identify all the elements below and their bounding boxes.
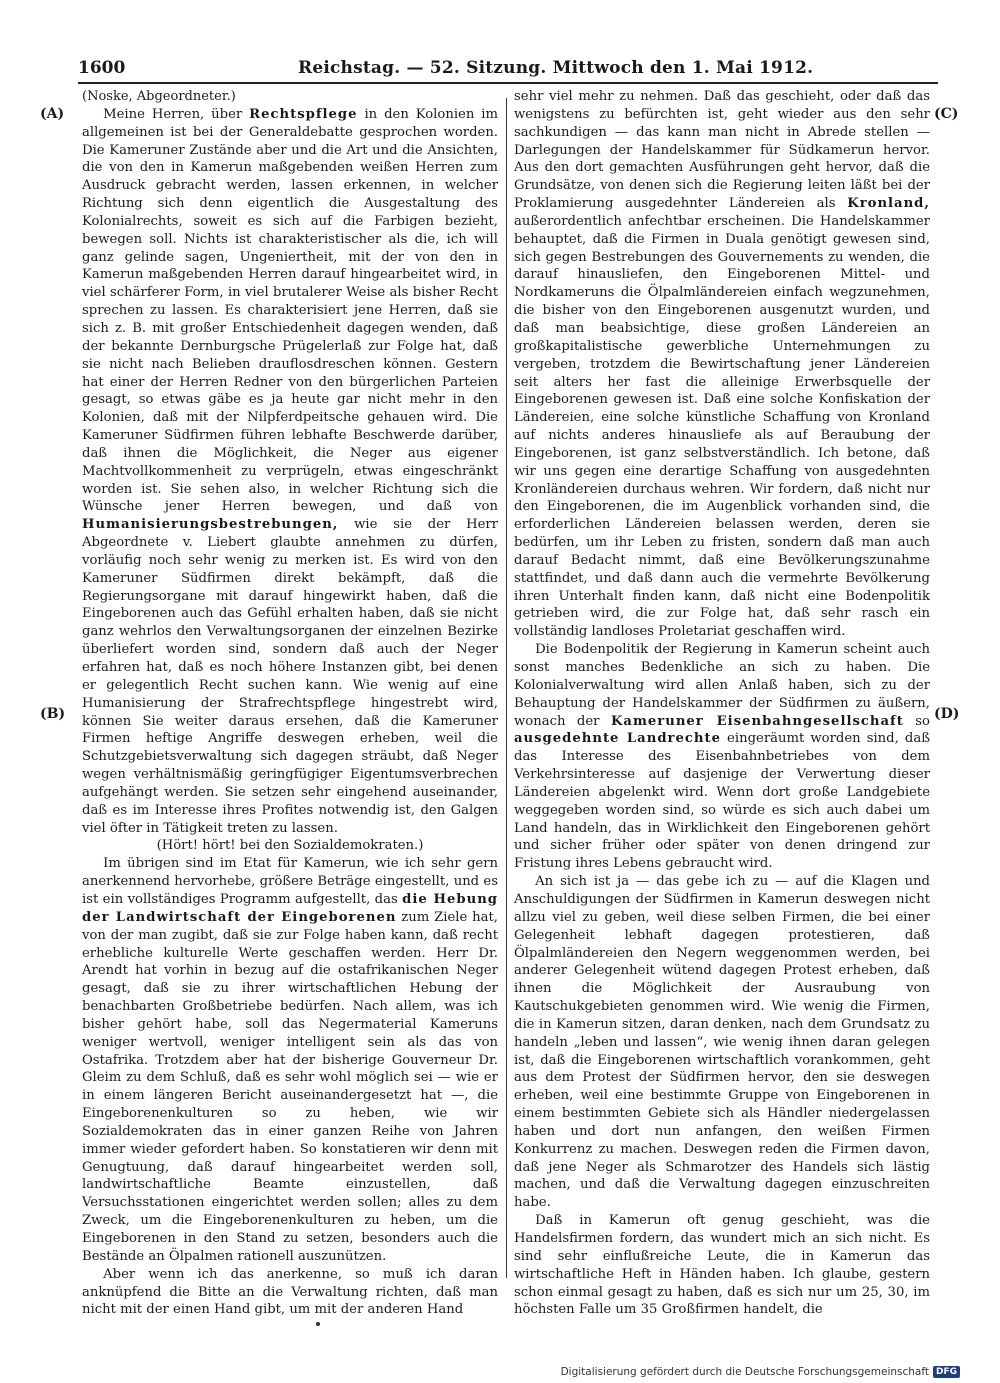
emphasis-text: die Hebung der Landwirtschaft der Eingeborenen bbox=[82, 891, 498, 925]
text-run: eingeräumt worden sind, daß das Interesse des Eisenbahnbetriebes von dem Verkehrsinteresse auf dasjenige der Verwertung dieser Ländereien abgelenkt wird. Wenn dort große Landgebiete weggegeben worden sind, so würde es sich auch dabei um Land handeln, das in Wirklichkeit den Eingeborenen gehört und sicher früher oder später von denen dringend zur Fristung ihres Lebens gebraucht wird. bbox=[514, 731, 930, 872]
page-number: 1600 bbox=[78, 58, 126, 78]
paragraph bbox=[514, 88, 930, 641]
emphasis-text: Rechtspflege bbox=[249, 106, 358, 122]
running-head: Reichstag. — 52. Sitzung. Mittwoch den 1. Mai 1912. bbox=[298, 58, 814, 78]
emphasis-text: Humanisierungsbestrebungen, bbox=[82, 517, 339, 533]
paragraph bbox=[82, 106, 498, 838]
footer-text: Digitalisierung gefördert durch die Deutsche Forschungsgemeinschaft bbox=[560, 1366, 929, 1378]
emphasis-text: Kameruner Eisenbahngesellschaft bbox=[610, 713, 904, 729]
margin-marker-d: (D) bbox=[934, 706, 960, 722]
page-header bbox=[78, 58, 938, 84]
text-run: Im übrigen sind im Etat für Kamerun, wie ich sehr gern anerkennend hervorhebe, größere Beträge eingestellt, und es ist ein vollständiges Programm aufgestellt, das bbox=[82, 856, 498, 907]
emphasis-text: ausgedehnte Landrechte bbox=[514, 731, 721, 747]
margin-marker-a: (A) bbox=[40, 106, 65, 122]
interjection: (Hört! hört! bei den Sozialdemokraten.) bbox=[156, 838, 424, 854]
emphasis-text: Kronland, bbox=[847, 196, 930, 212]
left-column bbox=[82, 88, 498, 1319]
text-run: Die Bodenpolitik der Regierung in Kamerun scheint auch sonst manches Bedenkliche an sich zu haben. Die Kolonialverwaltung wird allen Anlaß haben, sich zu der Behauptung der Handelskammer der Südfirmen zu äußern, wonach der bbox=[514, 642, 930, 729]
text-run: in den Kolonien im allgemeinen ist bei der Generaldebatte gesprochen worden. Die Kameruner Zustände aber und die Art und die Ansichten, die von den in Kamerun maßgebenden weißen Herren zum Ausdruck gebracht werden, lassen erkennen, in welcher Richtung sich denn eigentlich die Ausgestaltung des Kolonialrechts, soweit es sich auf die Farbigen bezieht, bewegen soll. Nichts ist charakteristischer als die, ich will ganz gelinde sagen, Ungeniertheit, mit der von den in Kamerun maßgebenden Herren darauf hingearbeitet wird, in viel schärferer Form, in viel brutalerer Weise als bisher Recht sprechen zu lassen. Es charakterisiert jene Herren, daß sie sich z. B. mit großer Entschiedenheit dagegen wenden, daß der bekannte Dernburgsche Prügelerlaß zur Folge hat, daß sie nicht nach Belieben drauflosdreschen können. Gestern hat einer der Herren Redner von den bürgerlichen Parteien gesagt, so etwas gäbe es ja heute gar nicht mehr in den Kolonien, daß mit der Nilpferdpeitsche gehauen wird. Die Kameruner Südfirmen führen lebhafte Beschwerde darüber, daß ihnen die Möglichkeit, die Neger aus eigener Machtvollkommenheit zu verprügeln, etwas eingeschränkt worden ist. Sie sehen also, in welcher Richtung sich die Wünsche jener Herren bewegen, und daß von bbox=[82, 106, 498, 515]
text-run: Meine Herren, über bbox=[103, 106, 250, 122]
digitization-footer bbox=[561, 1366, 960, 1378]
text-run: außerordentlich anfechtbar erscheinen. Die Handelskammer behauptet, daß die Firmen in Duala genötigt gewesen sind, sich gegen Bestrebungen des Gouvernements zu wenden, die darauf hinausliefen, den Eingeborenen Mittel- und Nordkameruns die Ölpalmländereien einfach wegzunehmen, die bisher von den Eingeborenen ausgenutzt wurden, und daß man beabsichtige, diese großen Ländereien an großkapitalistische gewerbliche Unternehmungen zu vergeben, trotzdem die Bewirtschaftung jener Ländereien seit alters her fast die alleinige Erwerbsquelle der Eingeborenen gewesen ist. Daß eine solche Konfiskation der Ländereien, eine solche künstliche Schaffung von Kronland auf nichts anderes hinausliefe als auf Beraubung der Eingeborenen, ist ganz selbstverständlich. Ich betone, daß wir uns gegen eine derartige Schaffung von ausgedehnten Kronländereien durchaus wehren. Wir fordern, daß nicht nur den Eingeborenen, die im Augenblick vorhanden sind, die erforderlichen Ländereien belassen werden, deren sie bedürfen, um ihr Leben zu fristen, sondern daß man auch darauf Bedacht nimmt, daß eine Bevölkerungszunahme stattfindet, und daß dann auch die vermehrte Bevölkerung ihren Unterhalt finden kann, daß nicht eine Bodenpolitik getrieben wird, die zur Folge hat, daß sehr rasch ein vollständig landloses Proletariat geschaffen wird. bbox=[514, 213, 930, 640]
paragraph: Aber wenn ich das anerkenne, so muß ich daran anknüpfend die Bitte an die Verwaltung richten, daß man nicht mit der einen Hand gibt, um mit der anderen Hand bbox=[82, 1266, 498, 1318]
margin-marker-c: (C) bbox=[934, 106, 959, 122]
paragraph bbox=[82, 855, 498, 1265]
margin-marker-b: (B) bbox=[40, 706, 66, 722]
paragraph bbox=[514, 641, 930, 873]
paragraph: An sich ist ja — das gebe ich zu — auf die Klagen und Anschuldigungen der Südfirmen in Kamerun deswegen nicht allzu viel zu geben, weil diese selben Firmen, die bei einer Gelegenheit lebhaft dagegen protestieren, daß Ölpalmländereien den Negern weggenommen werden, bei anderer Gelegenheit wütend dagegen Protest erheben, daß ihnen die Möglichkeit der Ausraubung von Kautschukgebieten genommen wird. Wie wenig die Firmen, die in Kamerun sitzen, daran denken, nach dem Grundsatz zu handeln „leben und lassen“, wie wenig ihnen daran gelegen ist, daß die Eingeborenen wirtschaftlich vorankommen, geht aus dem Protest der Südfirmen hervor, den sie deswegen erheben, weil eine bestimmte Gruppe von Eingeborenen in einem bestimmten Gebiete sich als Händler niedergelassen haben und dort nun anfangen, den weißen Firmen Konkurrenz zu machen. Deswegen reden die Firmen davon, daß jene Neger als Schmarotzer des Handels sich lästig machen, und daß die Verwaltung dagegen einzuschreiten habe. bbox=[514, 874, 930, 1211]
text-run: wie sie der Herr Abgeordnete v. Liebert glaubte annehmen zu dürfen, vorläufig noch sehr wenig zu merken ist. Es wird von den Kameruner Südfirmen direkt bekämpft, daß die Regierungsorgane mit darauf hingewirkt haben, daß die Eingeborenen auch das Gefühl erhalten haben, daß sie nicht ganz wehrlos den Verwaltungsorganen der einzelnen Bezirke überliefert worden sind, sondern daß auch der Neger erfahren hat, daß es noch höhere Instanzen gibt, bei denen er gelegentlich Recht suchen kann. Wie wenig auf eine Humanisierung der Strafrechtspflege hingestrebt wird, können Sie weiter daraus ersehen, daß die Kameruner Firmen heftige Angriffe deswegen erheben, weil die Schutzgebietsverwaltung sich dagegen sträubt, daß Neger wegen verhältnismäßig geringfügiger Eigentumsverbrechen aufgehängt werden. Sie setzen sehr eingehend auseinander, daß es im Interesse ihres Profites notwendig ist, den Galgen viel öfter in Tätigkeit treten zu lassen. bbox=[82, 517, 498, 836]
decorative-dot bbox=[316, 1322, 320, 1326]
text-run: sehr viel mehr zu nehmen. Daß das geschieht, oder daß das wenigstens zu befürchten ist, geht wieder aus den sehr sachkundigen — das kann man nicht in Abrede stellen — Darlegungen der Handelskammer für Südkamerun hervor. Aus den dort gemachten Ausführungen geht hervor, daß die Grundsätze, von denen sich die Regierung leiten läßt bei der Proklamierung ausgedehnter Ländereien als bbox=[514, 89, 930, 212]
paragraph: Daß in Kamerun oft genug geschieht, was die Handelsfirmen fordern, das wundert mich an sich nicht. Es sind sehr einflußreiche Leute, die in Kamerun das wirtschaftliche Heft in Händen haben. Ich glaube, gestern schon einmal gesagt zu haben, daß es sich nur um 25, 30, im höchsten Falle um 35 Großfirmen handelt, die bbox=[514, 1213, 930, 1318]
column-divider bbox=[506, 98, 507, 1278]
speaker-label: (Noske, Abgeordneter.) bbox=[82, 89, 236, 104]
dfg-logo-icon: DFG bbox=[933, 1366, 960, 1378]
text-run: so bbox=[903, 713, 930, 729]
text-run: zum Ziele hat, von der man zugibt, daß sie zur Folge haben kann, daß recht erhebliche kulturelle Werte geschaffen werden. Herr Dr. Arendt hat vorhin in bezug auf die ostafrikanischen Neger gesagt, daß sie zu ihrer wirtschaftlichen Hebung der benachbarten Großbetriebe bedürfen. Nach allem, was ich bisher gehört habe, soll das Negermaterial Kameruns weniger wertvoll, weniger intelligent sein als das von Ostafrika. Trotzdem aber hat der bisherige Gouverneur Dr. Gleim zu dem Schluß, daß es sehr wohl möglich sei — wie er in einem längeren Bericht auseinandergesetzt hat —, die Eingeborenenkulturen so zu heben, wie wir Sozialdemokraten das in einer ganzen Reihe von Jahren immer wieder gefordert haben. So konstatieren wir denn mit Genugtuung, daß darauf hingearbeitet werden soll, landwirtschaftliche Beamte einzustellen, daß Versuchsstationen eingerichtet werden sollen; alles zu dem Zweck, um die Eingeborenenkulturen zu heben, um die Eingeborenen in den Stand zu setzen, besonders auch die Bestände an Ölpalmen rationell auszunützen. bbox=[82, 909, 498, 1264]
right-column bbox=[514, 88, 930, 1319]
